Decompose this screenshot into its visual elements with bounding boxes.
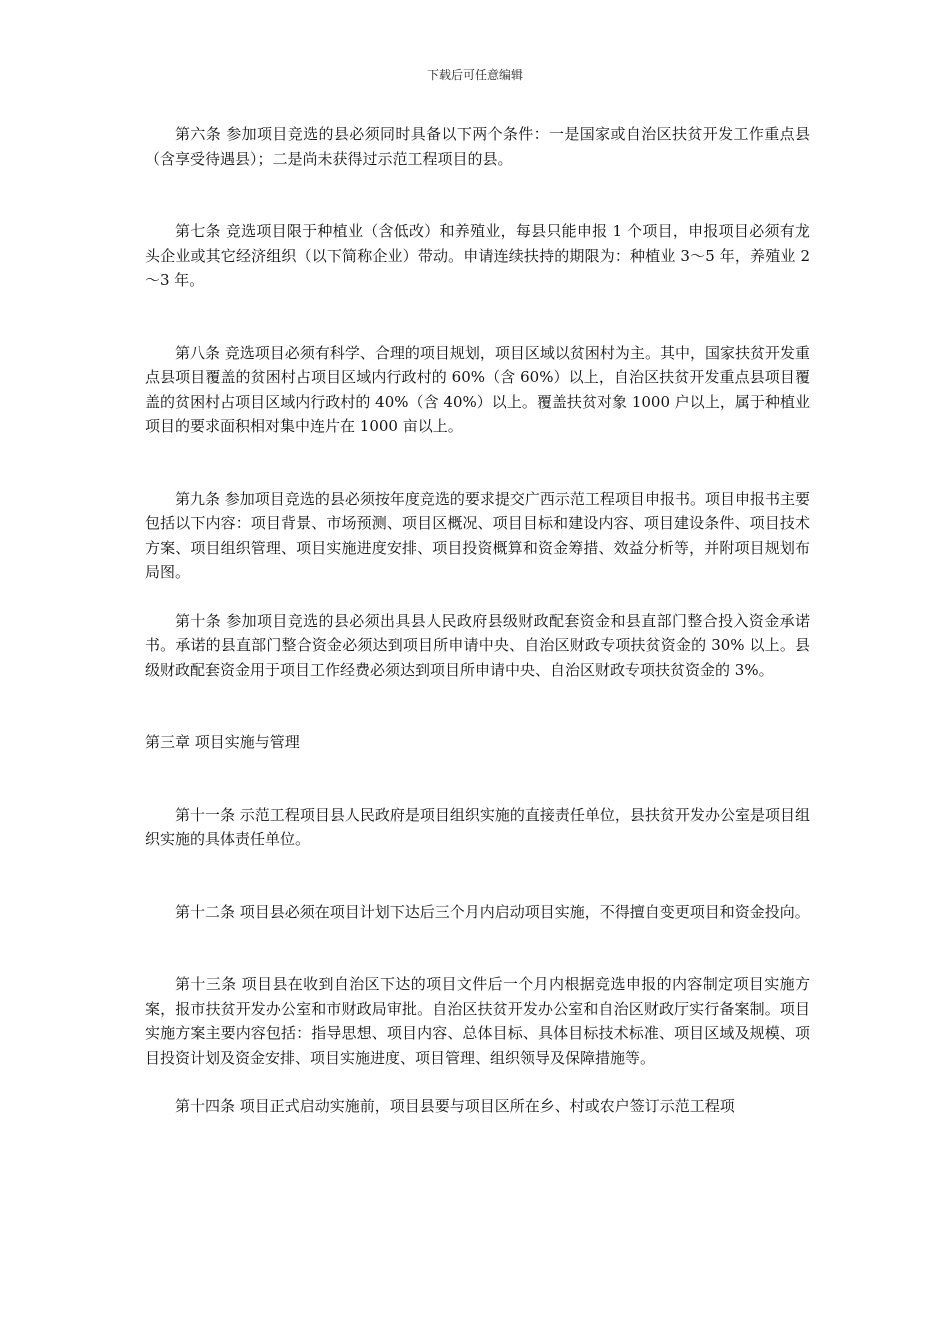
article-6: 第六条 参加项目竞选的县必须同时具备以下两个条件：一是国家或自治区扶贫开发工作重点县（含享受待遇县）；二是尚未获得过示范工程项目的县。: [145, 125, 810, 168]
article-7: 第七条 竞选项目限于种植业（含低改）和养殖业，每县只能申报 1 个项目，申报项目必须有龙头企业或其它经济组织（以下简称企业）带动。申请连续扶持的期限为：种植业 3～5 年，养殖业 2～3 年。: [145, 222, 810, 289]
spacer: [145, 439, 810, 487]
document-body: [145, 122, 810, 1119]
spacer: [145, 171, 810, 219]
spacer: [145, 293, 810, 341]
header-note: 下载后可任意编辑: [426, 68, 523, 82]
spacer: [145, 1070, 810, 1094]
spacer: [145, 924, 810, 972]
article-14: 第十四条 项目正式启动实施前，项目县要与项目区所在乡、村或农户签订示范工程项: [175, 1097, 735, 1115]
spacer: [145, 585, 810, 609]
article-9: 第九条 参加项目竞选的县必须按年度竞选的要求提交广西示范工程项目申报书。项目申报书主要包括以下内容：项目背景、市场预测、项目区概况、项目目标和建设内容、项目建设条件、项目技术方案、项目组织管理、项目实施进度安排、项目投资概算和资金筹措、效益分析等，并附项目规划布局图。: [145, 489, 810, 581]
article-13: 第十三条 项目县在收到自治区下达的项目文件后一个月内根据竞选申报的内容制定项目实施方案，报市扶贫开发办公室和市财政局审批。自治区扶贫开发办公室和自治区财政厅实行备案制。项目实施方案主要内容包括：指导思想、项目内容、总体目标、具体目标技术标准、项目区域及规模、项目投资计划及资金安排、项目实施进度、项目管理、组织领导及保障措施等。: [145, 975, 810, 1067]
article-8: 第八条 竞选项目必须有科学、合理的项目规划，项目区域以贫困村为主。其中，国家扶贫开发重点县项目覆盖的贫困村占项目区域内行政村的 60%（含 60%）以上，自治区扶贫开发重点县项目覆盖的贫困村占项目区域内行政村的 40%（含 40%）以上。覆盖扶贫对象 1000 户以上，属于种植业项目的要求面积相对集中连片在 1000 亩以上。: [145, 343, 810, 435]
spacer: [145, 755, 810, 803]
article-10: 第十条 参加项目竞选的县必须出具县人民政府县级财政配套资金和县直部门整合投入资金承诺书。承诺的县直部门整合资金必须达到项目所申请中央、自治区财政专项扶贫资金的 30% 以上。县级财政配套资金用于项目工作经费必须达到项目所申请中央、自治区财政专项扶贫资金的 3%。: [145, 611, 810, 679]
article-12: 第十二条 项目县必须在项目计划下达后三个月内启动项目实施，不得擅自变更项目和资金投向。: [175, 902, 810, 921]
spacer: [145, 682, 810, 730]
spacer: [145, 852, 810, 900]
article-11: 第十一条 示范工程项目县人民政府是项目组织实施的直接责任单位，县扶贫开发办公室是项目组织实施的具体责任单位。: [145, 805, 810, 848]
chapter-heading: 第三章 项目实施与管理: [145, 733, 300, 751]
